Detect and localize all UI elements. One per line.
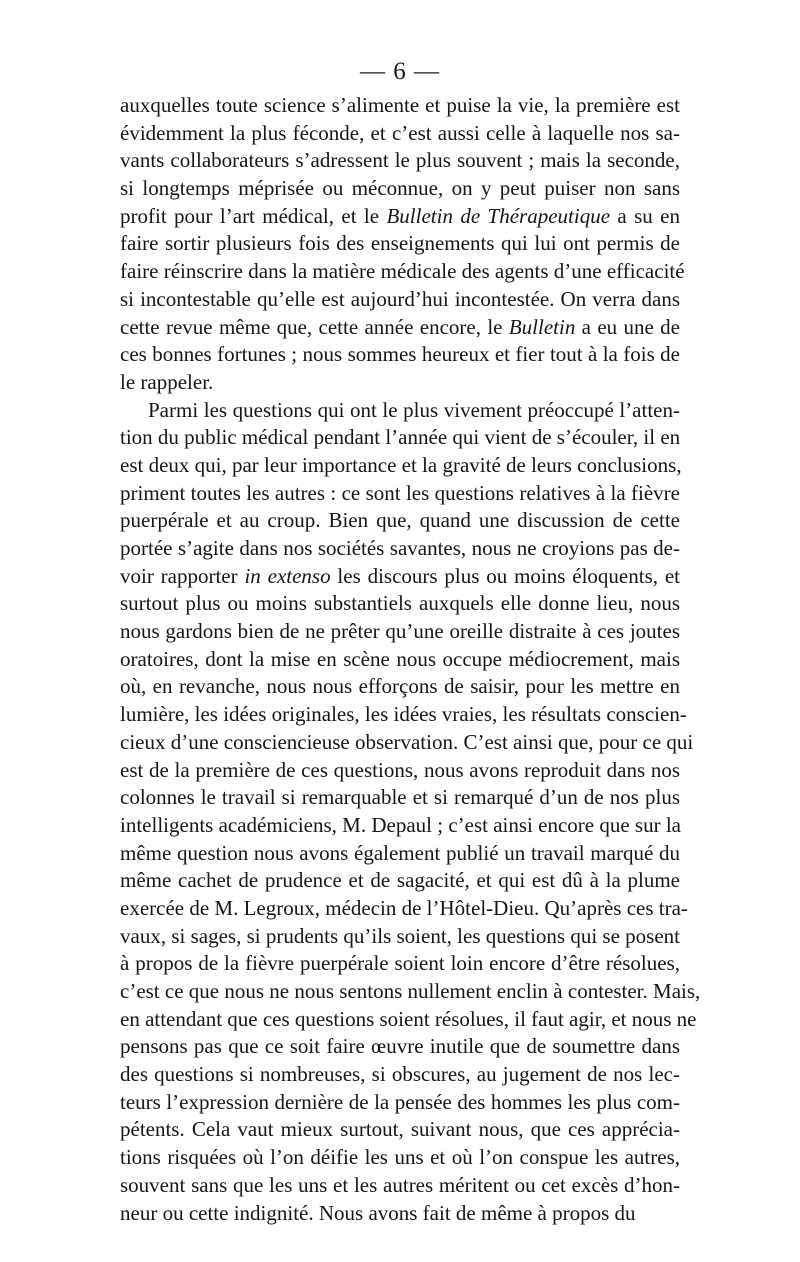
text-line — [120, 535, 680, 563]
text-line — [120, 424, 680, 452]
text-line — [120, 646, 680, 674]
text-line — [120, 480, 680, 508]
paragraph — [120, 92, 685, 397]
text-segment: faire sortir plusieurs fois des enseignements qui lui ont permis de — [120, 231, 680, 256]
text-segment: priment toutes les autres : ce sont les questions relatives à la fièvre — [120, 480, 680, 505]
text-line — [120, 673, 680, 701]
text-segment: les discours plus ou moins éloquents, et — [330, 563, 680, 588]
text-segment: surtout plus ou moins substantiels auxquels elle donne lieu, nous — [120, 591, 680, 616]
text-segment: portée s’agite dans nos sociétés savantes, nous ne croyions pas de- — [120, 536, 680, 560]
text-segment: même cachet de prudence et de sagacité, et qui est dû à la plume — [120, 868, 680, 893]
text-segment: souvent sans que les uns et les autres méritent ou cet excès d’hon- — [120, 1172, 680, 1197]
text-line — [120, 701, 687, 729]
text-segment: vants collaborateurs s’adressent le plus souvent ; mais la seconde, — [120, 148, 680, 173]
text-segment: auxquelles toute science s’alimente et puise la vie, la première est — [120, 93, 680, 117]
text-segment: est deux qui, par leur importance et la gravité de leurs conclusions, — [120, 452, 682, 477]
text-line — [120, 950, 680, 978]
text-segment: tions risquées où l’on déifie les uns et où l’on conspue les autres, — [120, 1145, 680, 1170]
text-line — [120, 120, 680, 148]
text-segment: des questions si nombreuses, si obscures, au jugement de nos lec- — [120, 1062, 680, 1087]
text-segment: pensons pas que ce soit faire œuvre inutile que de soumettre dans — [120, 1034, 680, 1059]
text-line — [120, 563, 680, 591]
text-line — [120, 230, 680, 258]
text-segment: évidemment la plus féconde, et c’est aussi celle à laquelle nos sa- — [120, 120, 680, 145]
text-line — [120, 1144, 680, 1172]
text-segment: si incontestable qu’elle est aujourd’hui incontestée. On verra dans — [120, 286, 680, 311]
text-line — [120, 397, 680, 425]
text-line — [120, 452, 680, 480]
italic-text: in extenso — [244, 563, 331, 588]
text-segment: c’est ce que nous ne nous sentons nullement enclin à contester. Mais, — [120, 979, 701, 1003]
text-segment: exercée de M. Legroux, médecin de l’Hôtel-Dieu. Qu’après ces tra- — [120, 895, 688, 920]
text-line — [120, 92, 680, 120]
paragraph — [120, 397, 701, 1228]
text-segment: teurs l’expression dernière de la pensée des hommes les plus com- — [120, 1089, 680, 1114]
text-segment: le rappeler. — [120, 369, 214, 394]
text-segment: voir rapporter — [120, 563, 245, 588]
text-line — [120, 618, 680, 646]
text-line — [120, 590, 680, 618]
text-segment: neur ou cette indignité. Nous avons fait de même à propos du — [120, 1200, 636, 1225]
text-segment: nous gardons bien de ne prêter qu’une oreille distraite à ces joutes — [120, 619, 680, 644]
text-segment: a eu une de — [575, 314, 680, 339]
text-line — [120, 729, 694, 757]
text-segment: oratoires, dont la mise en scène nous occupe médiocrement, mais — [120, 646, 680, 671]
text-segment: puerpérale et au croup. Bien que, quand une discussion de cette — [120, 508, 680, 533]
text-line — [120, 341, 680, 369]
text-segment: si longtemps méprisée ou méconnue, on y peut puiser non sans — [120, 176, 680, 201]
italic-text: Bulletin de Thérapeutique — [386, 203, 611, 228]
text-segment: Parmi les questions qui ont le plus vivement préoccupé l’atten- — [148, 397, 680, 422]
text-line — [120, 314, 680, 342]
text-line — [120, 507, 680, 535]
text-segment: tion du public médical pendant l’année qui vient de s’écouler, il en — [120, 425, 681, 450]
text-line — [120, 1200, 680, 1228]
text-segment: à propos de la fièvre puerpérale soient loin encore d’être résolues, — [120, 951, 680, 976]
text-segment: en attendant que ces questions soient résolues, il faut agir, et nous ne — [120, 1006, 697, 1031]
text-segment: cette revue même que, cette année encore, le — [120, 314, 509, 339]
text-segment: lumière, les idées originales, les idées vraies, les résultats conscien- — [120, 702, 687, 727]
text-line — [120, 978, 701, 1006]
text-line — [120, 175, 680, 203]
text-segment: est de la première de ces questions, nous avons reproduit dans nos — [120, 757, 680, 782]
text-segment: intelligents académiciens, M. Depaul ; c’est ainsi encore que sur la — [120, 812, 681, 837]
text-segment: colonnes le travail si remarquable et si remarqué d’un de nos plus — [120, 785, 680, 810]
text-line — [120, 1061, 680, 1089]
text-line — [120, 757, 680, 785]
text-line — [120, 812, 680, 840]
text-line — [120, 147, 680, 175]
text-line — [120, 1033, 680, 1061]
italic-text: Bulletin — [508, 314, 576, 339]
text-line — [120, 286, 680, 314]
text-segment: faire réinscrire dans la matière médicale des agents d’une efficacité — [120, 259, 685, 284]
text-line — [120, 895, 688, 923]
text-line — [120, 784, 680, 812]
text-line — [120, 840, 680, 868]
text-segment: a su en — [610, 203, 680, 228]
text-line — [120, 1116, 680, 1144]
text-segment: pétents. Cela vaut mieux surtout, suivant nous, que ces apprécia- — [120, 1117, 680, 1142]
text-line — [120, 1006, 697, 1034]
text-line — [120, 1089, 680, 1117]
text-line — [120, 867, 680, 895]
text-line — [120, 258, 685, 286]
text-segment: cieux d’une consciencieuse observation. C’est ainsi que, pour ce qui — [120, 729, 694, 754]
text-segment: même question nous avons également publié un travail marqué du — [120, 840, 680, 865]
text-line — [120, 369, 680, 397]
page-number: — 6 — — [360, 58, 440, 85]
text-segment: où, en revanche, nous nous efforçons de saisir, pour les mettre en — [120, 674, 680, 699]
text-segment: vaux, si sages, si prudents qu’ils soient, les questions qui se posent — [120, 923, 680, 948]
text-line — [120, 203, 680, 231]
body-text — [120, 92, 701, 1227]
text-line — [120, 1172, 680, 1200]
text-line — [120, 923, 680, 951]
text-segment: profit pour l’art médical, et le — [120, 203, 387, 228]
text-segment: ces bonnes fortunes ; nous sommes heureux et fier tout à la fois de — [120, 342, 680, 367]
